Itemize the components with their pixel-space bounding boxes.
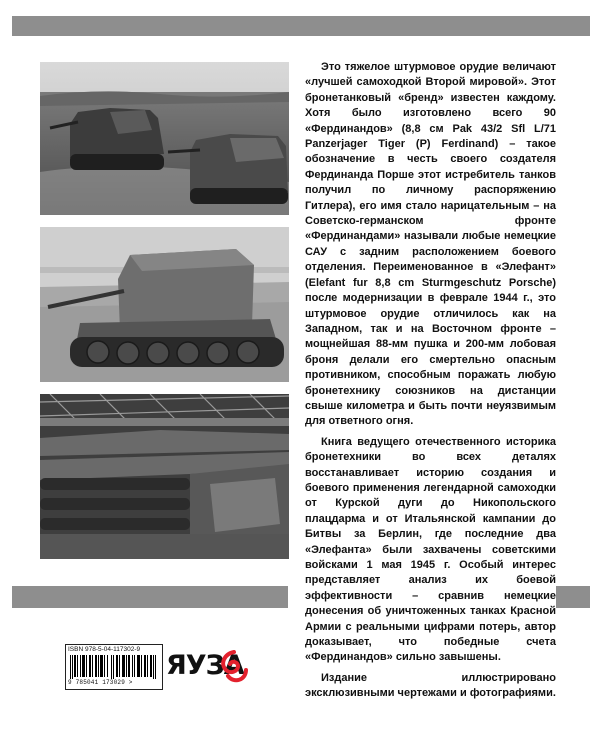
annotation-text [305, 60, 556, 707]
photo-factory-line [40, 394, 289, 559]
isbn-digits: 9 785041 173029 > [68, 679, 133, 686]
publisher-logo [166, 648, 248, 688]
publisher-swirl-icon [218, 650, 250, 686]
isbn-barcode-box [65, 644, 163, 690]
isbn-label: ISBN 978-5-04-117302-9 [68, 646, 141, 653]
paragraph-2: Книга ведущего отечественного историка бронетехники во всех деталях восстанавливает историю создания и боевого применения легендарной самоходки от Курской дуги до Никопольского плацдарма и от Итальянской кампании до Битвы за Берлин, где последние два «Элефанта» были захвачены советскими войсками 1 мая 1945 г. Особый интерес представляет анализ их боевой эффективности – сравнив немецкие донесения об уничтоженных танках Красной Армии с реальными цифрами потерь, автор доказывает, что победные счета «Фердинандов» сильно завышены. [305, 435, 556, 664]
photo-elefant-side [40, 227, 289, 382]
middle-gray-band-right [556, 586, 590, 608]
top-gray-band [12, 16, 590, 36]
photo-tanks-field [40, 62, 289, 215]
barcode [70, 655, 156, 679]
paragraph-1: Это тяжелое штурмовое орудие величают «лучшей самоходкой Второй мировой». Этот бронетанковый «бренд» известен каждому. Хотя было изготовлено всего 90 «Фердинандов» (8,8 см Pak 43/2 Sfl L/71 Panzerjager Tiger (P) Ferdinand) – такое обозначение в честь своего создателя Фердинанда Порше этот истребитель танков получил по личному распоряжению Гитлера), его имя стало нарицательным – на Советско-германском фронте «Фердинандами» называли любые немецкие САУ с задним расположением боевого отделения. Переименованное в «Элефант» (Elefant fur 8,8 cm Sturmgeschutz Porsche) после модернизации в феврале 1944 г., это штурмовое орудие отличилось как на Западном, так и на Восточном фронте – мощнейшая 88-мм пушка и 200-мм лобовая броня делали его смертельно опасным противником, способным поражать любую бронетехнику союзников на дистанции свыше километра и быть почти неуязвимым для ответного огня. [305, 61, 556, 428]
middle-gray-band-left [12, 586, 288, 608]
logo-text: ЯУЗА [166, 650, 244, 681]
paragraph-3: Издание иллюстрировано эксклюзивными чертежами и фотографиями. [305, 671, 556, 700]
